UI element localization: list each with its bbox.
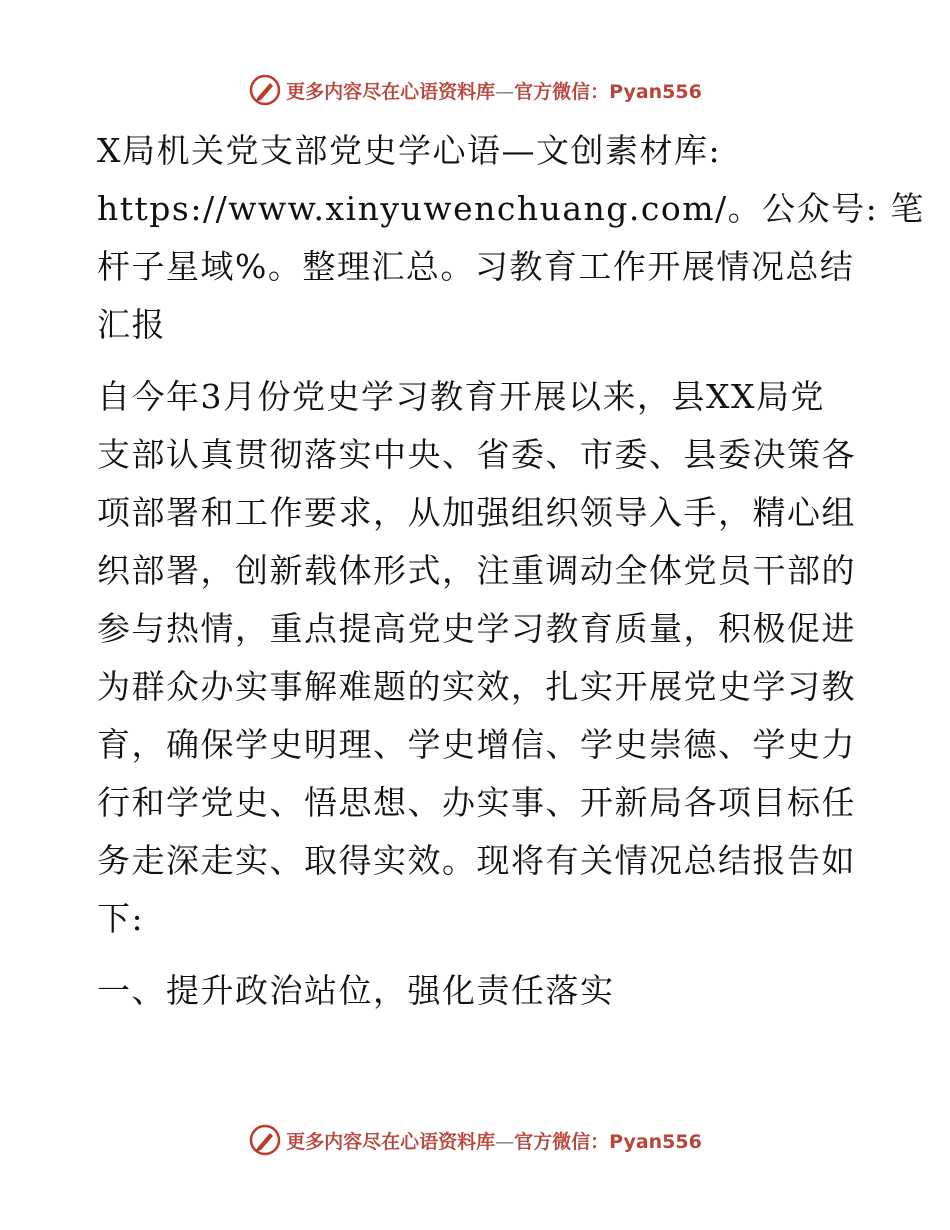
paragraph-line: 育，确保学史明理、学史增信、学史崇德、学史力 bbox=[97, 725, 856, 764]
paragraph-line: 项部署和工作要求，从加强组织领导入手，精心组 bbox=[97, 493, 856, 532]
title-line: https://www.xinyuwenchuang.com/。公众号: 笔 bbox=[97, 189, 925, 228]
intro-paragraph bbox=[97, 368, 857, 948]
paragraph-line: 下: bbox=[97, 899, 145, 938]
paragraph-line: 支部认真贯彻落实中央、省委、市委、县委决策各 bbox=[97, 435, 856, 474]
paragraph-line: 行和学党史、悟思想、办实事、开新局各项目标任 bbox=[97, 783, 856, 822]
title-line: X局机关党支部党史学心语—文创素材库: bbox=[97, 131, 722, 170]
pen-nib-logo-icon bbox=[248, 1123, 282, 1157]
section-heading: 一、提升政治站位，强化责任落实 bbox=[97, 971, 615, 1010]
title-line: 杆子星域%。整理汇总。习教育工作开展情况总结 bbox=[97, 247, 855, 286]
paragraph-line: 织部署，创新载体形式，注重调动全体党员干部的 bbox=[97, 551, 856, 590]
paragraph-line: 自今年3月份党史学习教育开展以来，县XX局党 bbox=[97, 377, 825, 416]
document-body bbox=[97, 122, 925, 1020]
header-watermark bbox=[0, 70, 950, 110]
pen-nib-logo-icon bbox=[248, 73, 282, 107]
watermark-text: 更多内容尽在心语资料库—官方微信：Pyan556 bbox=[286, 80, 702, 103]
footer-watermark bbox=[0, 1120, 950, 1160]
paragraph-line: 参与热情，重点提高党史学习教育质量，积极促进 bbox=[97, 609, 856, 648]
title-line: 汇报 bbox=[97, 305, 166, 344]
document-title bbox=[97, 122, 925, 354]
paragraph-line: 务走深走实、取得实效。现将有关情况总结报告如 bbox=[97, 841, 856, 880]
paragraph-line: 为群众办实事解难题的实效，扎实开展党史学习教 bbox=[97, 667, 856, 706]
watermark-text: 更多内容尽在心语资料库—官方微信：Pyan556 bbox=[286, 1130, 702, 1153]
